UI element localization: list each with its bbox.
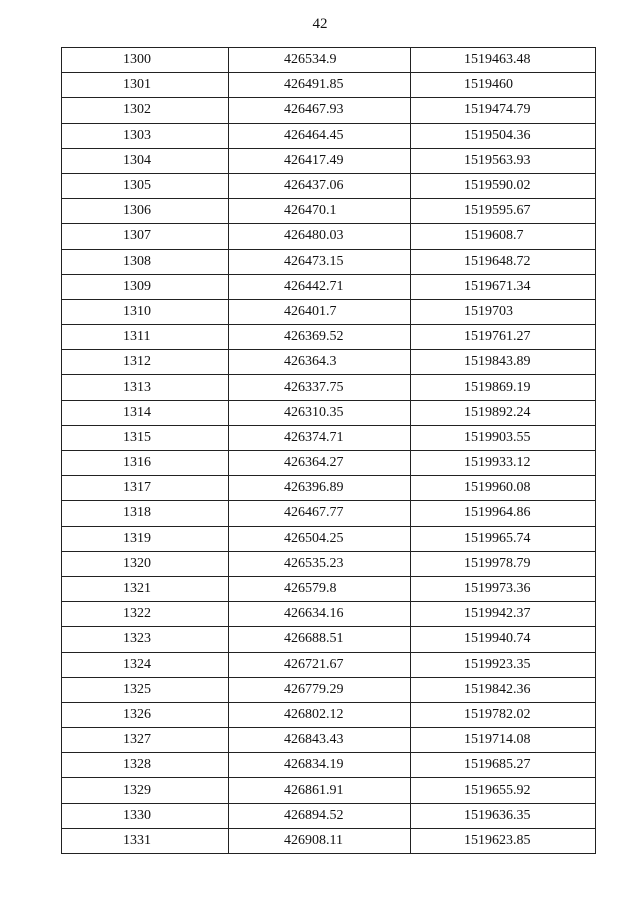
x-coordinate-cell: 426721.67: [229, 652, 411, 677]
x-coordinate-cell: 426467.77: [229, 501, 411, 526]
y-coordinate-cell: 1519923.35: [411, 652, 596, 677]
y-coordinate-cell: 1519648.72: [411, 249, 596, 274]
x-coordinate-cell: 426688.51: [229, 627, 411, 652]
y-coordinate-cell: 1519843.89: [411, 350, 596, 375]
point-number-cell: 1318: [62, 501, 229, 526]
point-number-cell: 1326: [62, 702, 229, 727]
table-row: [62, 199, 596, 224]
y-coordinate-cell: 1519595.67: [411, 199, 596, 224]
x-coordinate-cell: 426779.29: [229, 677, 411, 702]
table-row: [62, 451, 596, 476]
y-coordinate-cell: 1519942.37: [411, 602, 596, 627]
x-coordinate-cell: 426374.71: [229, 425, 411, 450]
y-coordinate-cell: 1519714.08: [411, 728, 596, 753]
point-number-cell: 1317: [62, 476, 229, 501]
table-row: [62, 476, 596, 501]
point-number-cell: 1316: [62, 451, 229, 476]
x-coordinate-cell: 426364.27: [229, 451, 411, 476]
y-coordinate-cell: 1519655.92: [411, 778, 596, 803]
table-row: [62, 501, 596, 526]
page-number: 42: [312, 16, 328, 32]
x-coordinate-cell: 426417.49: [229, 148, 411, 173]
y-coordinate-cell: 1519703: [411, 299, 596, 324]
x-coordinate-cell: 426364.3: [229, 350, 411, 375]
y-coordinate-cell: 1519685.27: [411, 753, 596, 778]
table-row: [62, 602, 596, 627]
point-number-cell: 1322: [62, 602, 229, 627]
point-number-cell: 1315: [62, 425, 229, 450]
table-row: [62, 828, 596, 853]
point-number-cell: 1311: [62, 325, 229, 350]
table-row: [62, 48, 596, 73]
x-coordinate-cell: 426480.03: [229, 224, 411, 249]
y-coordinate-cell: 1519964.86: [411, 501, 596, 526]
point-number-cell: 1325: [62, 677, 229, 702]
y-coordinate-cell: 1519965.74: [411, 526, 596, 551]
table-row: [62, 350, 596, 375]
x-coordinate-cell: 426473.15: [229, 249, 411, 274]
table-row: [62, 425, 596, 450]
y-coordinate-cell: 1519590.02: [411, 173, 596, 198]
x-coordinate-cell: 426369.52: [229, 325, 411, 350]
y-coordinate-cell: 1519978.79: [411, 551, 596, 576]
point-number-cell: 1319: [62, 526, 229, 551]
y-coordinate-cell: 1519782.02: [411, 702, 596, 727]
x-coordinate-cell: 426504.25: [229, 526, 411, 551]
point-number-cell: 1312: [62, 350, 229, 375]
point-number-cell: 1306: [62, 199, 229, 224]
y-coordinate-cell: 1519940.74: [411, 627, 596, 652]
x-coordinate-cell: 426894.52: [229, 803, 411, 828]
x-coordinate-cell: 426337.75: [229, 375, 411, 400]
point-number-cell: 1324: [62, 652, 229, 677]
x-coordinate-cell: 426843.43: [229, 728, 411, 753]
point-number-cell: 1314: [62, 400, 229, 425]
x-coordinate-cell: 426802.12: [229, 702, 411, 727]
y-coordinate-cell: 1519463.48: [411, 48, 596, 73]
point-number-cell: 1330: [62, 803, 229, 828]
table-row: [62, 224, 596, 249]
y-coordinate-cell: 1519842.36: [411, 677, 596, 702]
x-coordinate-cell: 426535.23: [229, 551, 411, 576]
point-number-cell: 1321: [62, 576, 229, 601]
y-coordinate-cell: 1519973.36: [411, 576, 596, 601]
table-row: [62, 576, 596, 601]
point-number-cell: 1328: [62, 753, 229, 778]
table-row: [62, 249, 596, 274]
y-coordinate-cell: 1519892.24: [411, 400, 596, 425]
table-row: [62, 627, 596, 652]
x-coordinate-cell: 426467.93: [229, 98, 411, 123]
table-row: [62, 274, 596, 299]
table-row: [62, 652, 596, 677]
y-coordinate-cell: 1519636.35: [411, 803, 596, 828]
x-coordinate-cell: 426579.8: [229, 576, 411, 601]
x-coordinate-cell: 426437.06: [229, 173, 411, 198]
x-coordinate-cell: 426534.9: [229, 48, 411, 73]
point-number-cell: 1309: [62, 274, 229, 299]
y-coordinate-cell: 1519563.93: [411, 148, 596, 173]
point-number-cell: 1313: [62, 375, 229, 400]
y-coordinate-cell: 1519933.12: [411, 451, 596, 476]
y-coordinate-cell: 1519608.7: [411, 224, 596, 249]
table-row: [62, 728, 596, 753]
x-coordinate-cell: 426396.89: [229, 476, 411, 501]
y-coordinate-cell: 1519903.55: [411, 425, 596, 450]
table-row: [62, 98, 596, 123]
x-coordinate-cell: 426401.7: [229, 299, 411, 324]
table-row: [62, 73, 596, 98]
y-coordinate-cell: 1519761.27: [411, 325, 596, 350]
point-number-cell: 1303: [62, 123, 229, 148]
table-row: [62, 123, 596, 148]
coordinates-table: [61, 47, 596, 854]
table-row: [62, 400, 596, 425]
table-row: [62, 526, 596, 551]
point-number-cell: 1323: [62, 627, 229, 652]
point-number-cell: 1304: [62, 148, 229, 173]
point-number-cell: 1320: [62, 551, 229, 576]
table-row: [62, 803, 596, 828]
table-row: [62, 753, 596, 778]
point-number-cell: 1302: [62, 98, 229, 123]
x-coordinate-cell: 426442.71: [229, 274, 411, 299]
table-row: [62, 173, 596, 198]
table-row: [62, 778, 596, 803]
x-coordinate-cell: 426634.16: [229, 602, 411, 627]
table-row: [62, 325, 596, 350]
y-coordinate-cell: 1519869.19: [411, 375, 596, 400]
point-number-cell: 1308: [62, 249, 229, 274]
point-number-cell: 1300: [62, 48, 229, 73]
table-row: [62, 375, 596, 400]
y-coordinate-cell: 1519460: [411, 73, 596, 98]
point-number-cell: 1305: [62, 173, 229, 198]
point-number-cell: 1329: [62, 778, 229, 803]
table-row: [62, 702, 596, 727]
table-row: [62, 677, 596, 702]
x-coordinate-cell: 426470.1: [229, 199, 411, 224]
coordinates-table-body: [62, 48, 596, 854]
point-number-cell: 1301: [62, 73, 229, 98]
x-coordinate-cell: 426491.85: [229, 73, 411, 98]
point-number-cell: 1310: [62, 299, 229, 324]
y-coordinate-cell: 1519623.85: [411, 828, 596, 853]
y-coordinate-cell: 1519504.36: [411, 123, 596, 148]
table-row: [62, 299, 596, 324]
y-coordinate-cell: 1519671.34: [411, 274, 596, 299]
y-coordinate-cell: 1519474.79: [411, 98, 596, 123]
point-number-cell: 1307: [62, 224, 229, 249]
x-coordinate-cell: 426908.11: [229, 828, 411, 853]
x-coordinate-cell: 426310.35: [229, 400, 411, 425]
y-coordinate-cell: 1519960.08: [411, 476, 596, 501]
table-row: [62, 148, 596, 173]
point-number-cell: 1327: [62, 728, 229, 753]
x-coordinate-cell: 426834.19: [229, 753, 411, 778]
x-coordinate-cell: 426464.45: [229, 123, 411, 148]
point-number-cell: 1331: [62, 828, 229, 853]
table-row: [62, 551, 596, 576]
x-coordinate-cell: 426861.91: [229, 778, 411, 803]
